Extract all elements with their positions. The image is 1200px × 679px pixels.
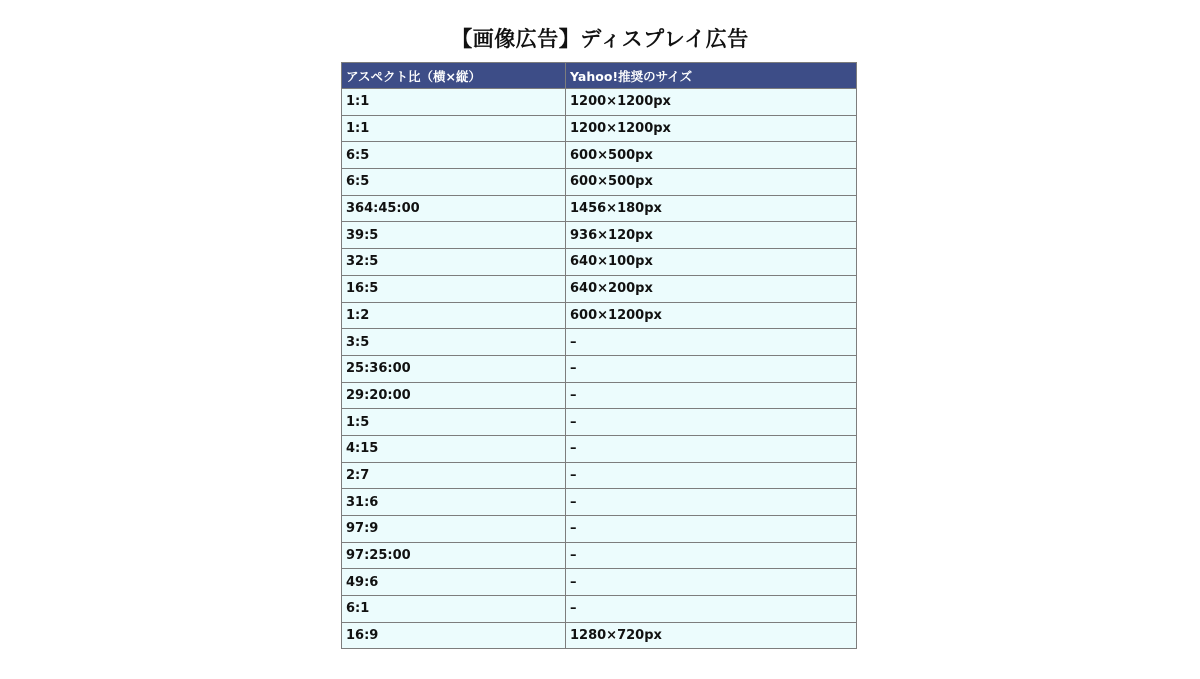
cell-recommended-size: 600×500px (566, 169, 857, 196)
table-row (342, 169, 857, 196)
header-row (342, 63, 857, 89)
cell-recommended-size: 1280×720px (566, 622, 857, 649)
cell-recommended-size: – (566, 409, 857, 436)
cell-aspect-ratio: 6:5 (342, 169, 566, 196)
cell-aspect-ratio: 97:9 (342, 516, 566, 543)
header-recommended-size: Yahoo!推奨のサイズ (566, 63, 857, 89)
table-row (342, 275, 857, 302)
cell-aspect-ratio: 364:45:00 (342, 195, 566, 222)
cell-recommended-size: 1200×1200px (566, 115, 857, 142)
cell-aspect-ratio: 16:9 (342, 622, 566, 649)
table-row (342, 249, 857, 276)
cell-aspect-ratio: 1:1 (342, 115, 566, 142)
cell-recommended-size: 1456×180px (566, 195, 857, 222)
cell-recommended-size: 640×100px (566, 249, 857, 276)
cell-aspect-ratio: 31:6 (342, 489, 566, 516)
table-row (342, 462, 857, 489)
table-body (342, 89, 857, 649)
cell-aspect-ratio: 3:5 (342, 329, 566, 356)
cell-recommended-size: – (566, 542, 857, 569)
table-row (342, 355, 857, 382)
table-row (342, 142, 857, 169)
table-row (342, 596, 857, 623)
table-row (342, 435, 857, 462)
cell-aspect-ratio: 1:2 (342, 302, 566, 329)
table-row (342, 569, 857, 596)
cell-recommended-size: – (566, 489, 857, 516)
cell-aspect-ratio: 6:1 (342, 596, 566, 623)
cell-aspect-ratio: 39:5 (342, 222, 566, 249)
aspect-ratio-table-container (341, 62, 856, 649)
cell-aspect-ratio: 29:20:00 (342, 382, 566, 409)
cell-recommended-size: – (566, 516, 857, 543)
table-row (342, 542, 857, 569)
cell-aspect-ratio: 1:1 (342, 89, 566, 116)
cell-aspect-ratio: 4:15 (342, 435, 566, 462)
cell-recommended-size: – (566, 596, 857, 623)
page-title: 【画像広告】ディスプレイ広告 (451, 27, 749, 51)
cell-aspect-ratio: 49:6 (342, 569, 566, 596)
cell-recommended-size: 1200×1200px (566, 89, 857, 116)
table-row (342, 409, 857, 436)
table-row (342, 622, 857, 649)
cell-recommended-size: 600×500px (566, 142, 857, 169)
table-row (342, 382, 857, 409)
table-row (342, 89, 857, 116)
cell-recommended-size: – (566, 329, 857, 356)
cell-recommended-size: 640×200px (566, 275, 857, 302)
header-aspect-ratio: アスペクト比（横×縦） (342, 63, 566, 89)
cell-recommended-size: – (566, 382, 857, 409)
cell-aspect-ratio: 16:5 (342, 275, 566, 302)
cell-recommended-size: – (566, 355, 857, 382)
cell-aspect-ratio: 1:5 (342, 409, 566, 436)
table-row (342, 516, 857, 543)
cell-recommended-size: – (566, 462, 857, 489)
cell-recommended-size: – (566, 435, 857, 462)
table-row (342, 489, 857, 516)
cell-aspect-ratio: 25:36:00 (342, 355, 566, 382)
cell-aspect-ratio: 6:5 (342, 142, 566, 169)
cell-aspect-ratio: 2:7 (342, 462, 566, 489)
table-row (342, 329, 857, 356)
table-row (342, 302, 857, 329)
cell-recommended-size: 936×120px (566, 222, 857, 249)
table-row (342, 222, 857, 249)
cell-aspect-ratio: 32:5 (342, 249, 566, 276)
cell-aspect-ratio: 97:25:00 (342, 542, 566, 569)
table-header (342, 63, 857, 89)
table-row (342, 115, 857, 142)
cell-recommended-size: – (566, 569, 857, 596)
cell-recommended-size: 600×1200px (566, 302, 857, 329)
aspect-ratio-table (341, 62, 857, 649)
table-row (342, 195, 857, 222)
